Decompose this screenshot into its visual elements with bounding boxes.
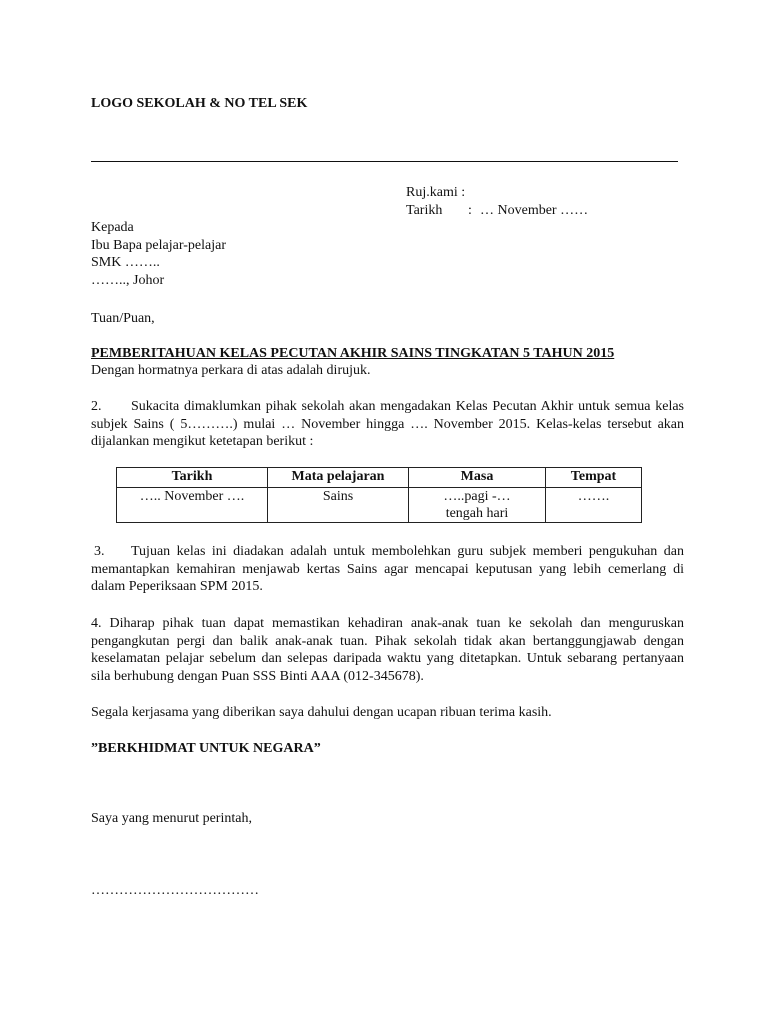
recipient-line: Kepada — [91, 220, 134, 235]
table-row — [117, 488, 642, 523]
paragraph-3 — [91, 543, 684, 596]
header-tempat: Tempat — [546, 468, 642, 488]
reference-ruj: Ruj.kami : — [406, 185, 466, 200]
header-tarikh: Tarikh — [117, 468, 268, 488]
salutation: Tuan/Puan, — [91, 311, 155, 326]
schedule-table — [116, 467, 642, 523]
reference-tarikh — [406, 202, 588, 220]
intro-text: Dengan hormatnya perkara di atas adalah dirujuk. — [91, 363, 371, 378]
motto: ”BERKHIDMAT UNTUK NEGARA” — [91, 741, 321, 756]
recipient-block — [91, 219, 226, 289]
letterhead-title: LOGO SEKOLAH & NO TEL SEK — [91, 96, 308, 111]
paragraph-number: 2. — [91, 399, 102, 414]
cell-tarikh: ….. November …. — [117, 488, 268, 523]
recipient-line: SMK …….. — [91, 255, 160, 270]
signature-line: ……………………………… — [91, 883, 259, 898]
sign-off: Saya yang menurut perintah, — [91, 811, 252, 826]
header-mata-pelajaran: Mata pelajaran — [268, 468, 409, 488]
masa-line: tengah hari — [445, 506, 509, 521]
letterhead-divider — [91, 161, 678, 162]
paragraph-2 — [91, 398, 684, 451]
letter-subject: PEMBERITAHUAN KELAS PECUTAN AKHIR SAINS TINGKATAN 5 TAHUN 2015 — [91, 346, 615, 361]
table-header-row — [117, 468, 642, 488]
closing-text: Segala kerjasama yang diberikan saya dahului dengan ucapan ribuan terima kasih. — [91, 705, 552, 720]
reference-block — [406, 184, 588, 219]
tarikh-value: … November …… — [480, 202, 589, 218]
tarikh-colon: : — [468, 202, 472, 218]
paragraph-text: Sukacita dimaklumkan pihak sekolah akan mengadakan Kelas Pecutan Akhir untuk semua kelas subjek Sains ( 5……….) mulai … November hingga …. November 2015. Kelas-kelas tersebut akan dijalankan mengikut ketetapan berikut : — [91, 399, 684, 449]
recipient-line: …….., Johor — [91, 272, 165, 288]
paragraph-4: 4. Diharap pihak tuan dapat memastikan kehadiran anak-anak tuan ke sekolah dan menguruskan pengangkutan pergi dan balik anak-anak tuan. Pihak sekolah tidak akan bertanggungjawab dengan keselamatan pelajar sebelum dan selepas daripada waktu yang ditetapkan. Untuk sebarang pertanyaan sila berhubung dengan Puan SSS Binti AAA (012-345678). — [91, 616, 684, 684]
cell-tempat: ……. — [546, 488, 642, 523]
recipient-line: Ibu Bapa pelajar-pelajar — [91, 237, 226, 253]
tarikh-label: Tarikh — [406, 202, 443, 218]
header-masa: Masa — [409, 468, 546, 488]
paragraph-text: Tujuan kelas ini diadakan adalah untuk membolehkan guru subjek memberi pengukuhan dan memantapkan kemahiran menjawab kertas Sains agar mencapai keputusan yang lebih cemerlang di dalam Peperiksaan SPM 2015. — [91, 544, 684, 594]
cell-mata-pelajaran: Sains — [268, 488, 409, 523]
paragraph-number: 3. — [94, 544, 105, 559]
cell-masa — [409, 488, 546, 523]
masa-line: …..pagi -… — [443, 489, 511, 504]
